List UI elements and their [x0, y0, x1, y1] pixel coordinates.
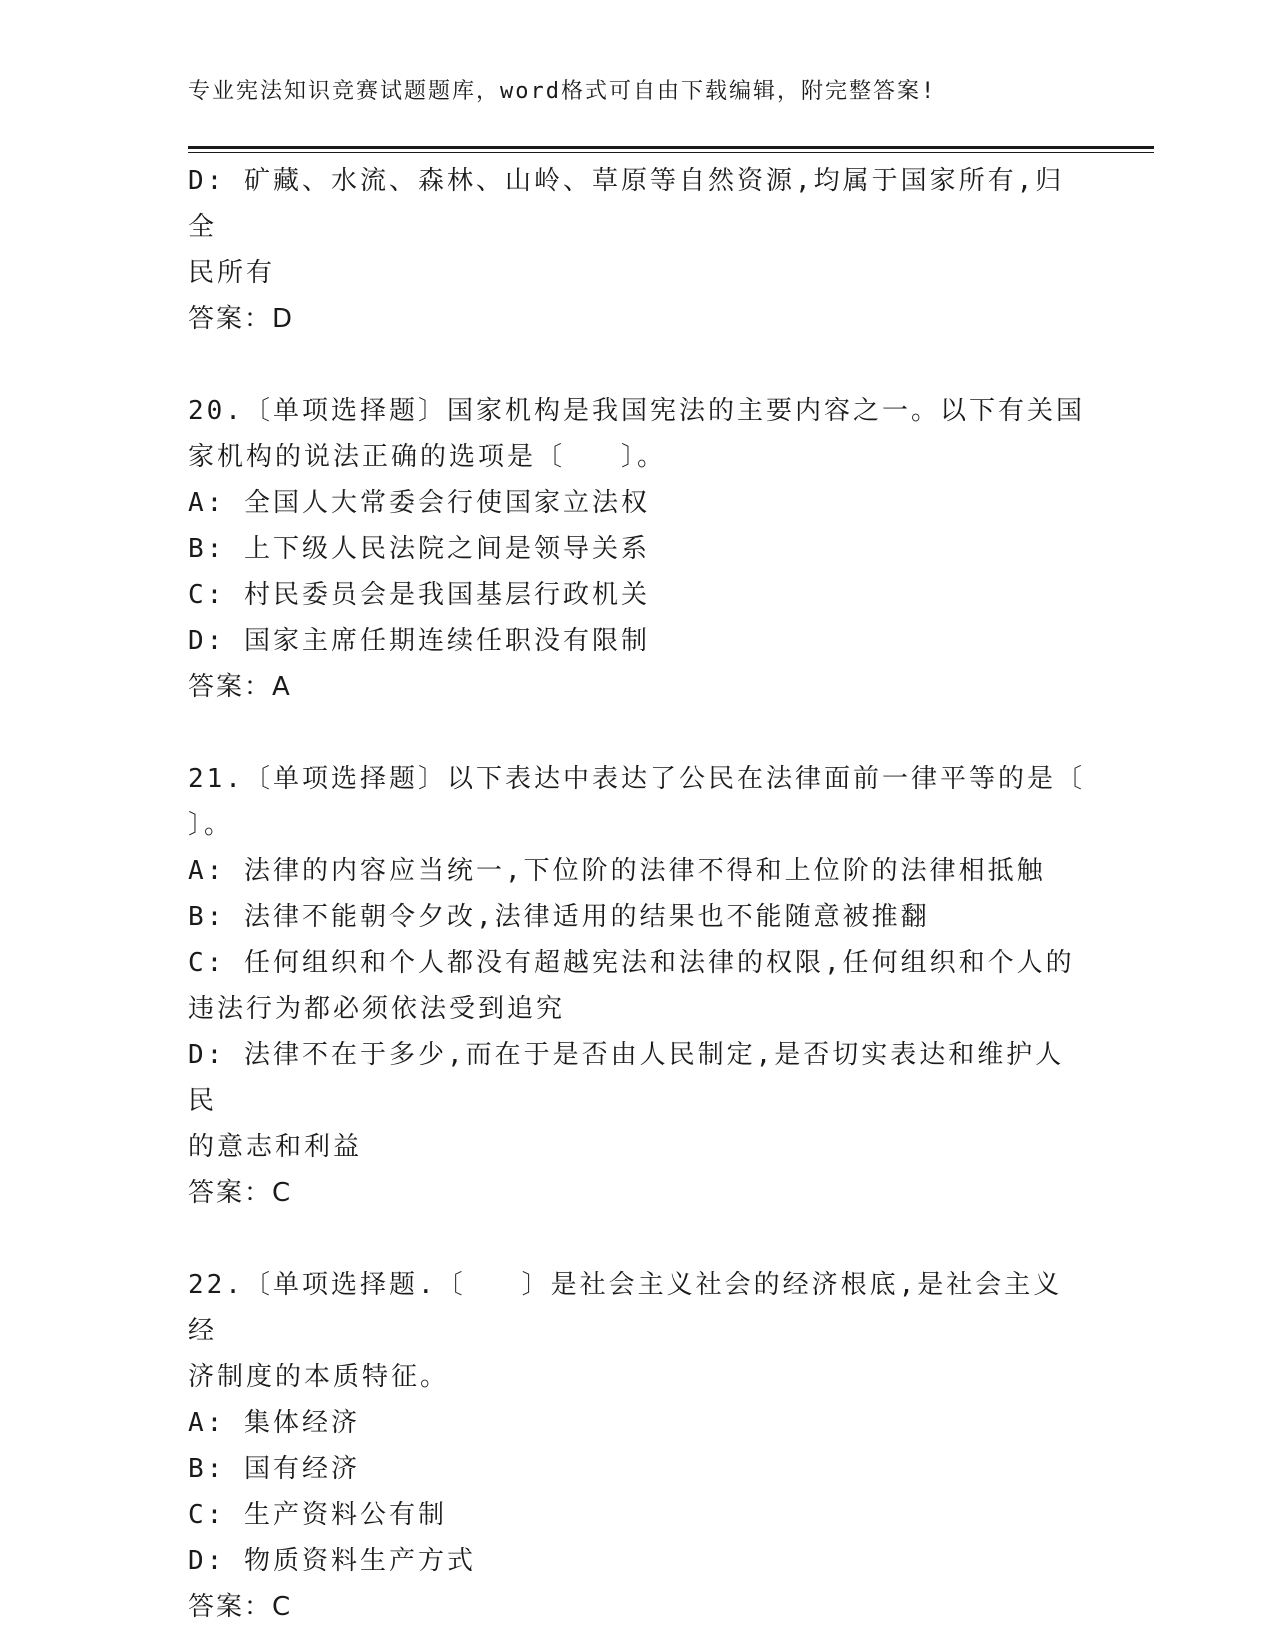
- option-d: D: 物质资料生产方式: [188, 1546, 476, 1576]
- page-header-note: 专业宪法知识竞赛试题题库，word格式可自由下载编辑，附完整答案!: [188, 79, 937, 104]
- option-a: A: 法律的内容应当统一,下位阶的法律不得和上位阶的法律相抵触: [188, 856, 1046, 886]
- spacer: [188, 1216, 1088, 1262]
- question-stem-continued: 济制度的本质特征。: [188, 1362, 450, 1392]
- option-c-continued: 违法行为都必须依法受到追究: [188, 994, 566, 1024]
- option-c: C: 生产资料公有制: [188, 1500, 447, 1530]
- question-20: [188, 388, 1088, 710]
- answer-line: 答案：C: [188, 1592, 293, 1622]
- question-stem: 20.〔单项选择题〕国家机构是我国宪法的主要内容之一。以下有关国: [188, 396, 1085, 426]
- option-c: C: 任何组织和个人都没有超越宪法和法律的权限,任何组织和个人的: [188, 948, 1075, 978]
- question-22: [188, 1262, 1088, 1630]
- header-rule-thick: [188, 146, 1154, 149]
- option-d: D: 国家主席任期连续任职没有限制: [188, 626, 650, 656]
- question-stem-continued: 〕。: [188, 810, 234, 840]
- option-c: C: 村民委员会是我国基层行政机关: [188, 580, 650, 610]
- question-list: [188, 158, 1088, 1630]
- answer-line: 答案：D: [188, 304, 295, 334]
- option-b: B: 上下级人民法院之间是领导关系: [188, 534, 650, 564]
- header-rule-thin: [188, 152, 1154, 153]
- option-a: A: 集体经济: [188, 1408, 360, 1438]
- option-d-continued: 民所有: [188, 258, 276, 288]
- spacer: [188, 710, 1088, 756]
- option-d-continued: 的意志和利益: [188, 1132, 363, 1162]
- spacer: [188, 342, 1088, 388]
- answer-line: 答案：A: [188, 672, 292, 702]
- question-21: [188, 756, 1088, 1216]
- question-stem-continued: 家机构的说法正确的选项是〔 〕。: [188, 442, 666, 472]
- question-stem: 21.〔单项选择题〕以下表达中表达了公民在法律面前一律平等的是〔: [188, 764, 1085, 794]
- question-19-tail: [188, 158, 1088, 342]
- option-b: B: 国有经济: [188, 1454, 360, 1484]
- question-stem: 22.〔单项选择题.〔 〕是社会主义社会的经济根底,是社会主义经: [188, 1270, 1063, 1346]
- option-b: B: 法律不能朝令夕改,法律适用的结果也不能随意被推翻: [188, 902, 930, 932]
- option-d: D: 法律不在于多少,而在于是否由人民制定,是否切实表达和维护人民: [188, 1040, 1065, 1116]
- option-d: D: 矿藏、水流、森林、山岭、草原等自然资源,均属于国家所有,归全: [188, 166, 1065, 242]
- option-a: A: 全国人大常委会行使国家立法权: [188, 488, 650, 518]
- answer-line: 答案：C: [188, 1178, 293, 1208]
